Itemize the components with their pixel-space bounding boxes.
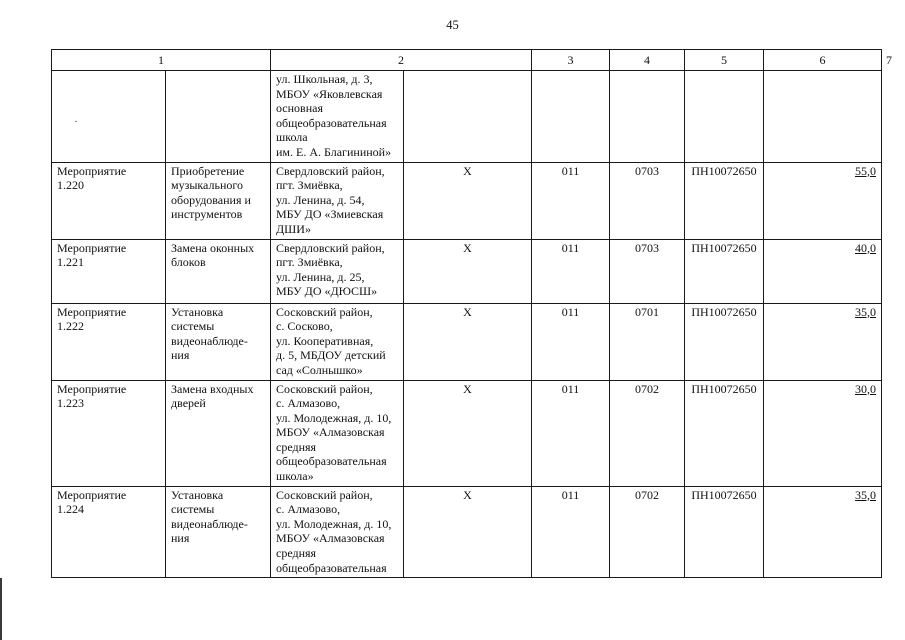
header-col-3: 3 (532, 50, 610, 71)
cell-col6: ПН10072650 (685, 303, 764, 380)
address-line: школа» (276, 469, 314, 484)
cell-col6: ПН10072650 (685, 162, 764, 239)
cell-name (166, 162, 271, 239)
cell-col5: 0702 (610, 486, 685, 578)
address-line: ул. Школьная, д. 3, (276, 72, 373, 86)
cell-col5: 0703 (610, 239, 685, 303)
cell-event (52, 71, 166, 163)
scan-speck (75, 121, 77, 122)
address-line: МБОУ «Алмазовская (276, 531, 385, 546)
name-line: Приобретение (171, 163, 245, 178)
cell-event (52, 303, 166, 380)
cell-event (52, 486, 166, 578)
name-line: системы (171, 319, 215, 334)
header-col-2: 2 (271, 50, 532, 71)
name-line: оборудования и (171, 192, 251, 207)
cell-event (52, 380, 166, 486)
table-row (52, 380, 882, 486)
name-line: музыкального (171, 178, 243, 193)
cell-col7 (764, 162, 882, 239)
address-line: МБУ ДО «Змиевская (276, 207, 384, 222)
event-number: 1.223 (57, 396, 84, 411)
cell-col3: Х (404, 486, 532, 578)
address-line: ул. Кооперативная, (276, 333, 374, 348)
cell-col6: ПН10072650 (685, 239, 764, 303)
address-line: Свердловский район, (276, 240, 385, 255)
address-line: МБУ ДО «ДЮСШ» (276, 284, 378, 299)
event-label: Мероприятие (57, 163, 127, 178)
address-line: общеобразовательная (276, 454, 387, 469)
address-line: МБОУ «Алмазовская (276, 425, 385, 440)
cell-col4: 011 (532, 239, 610, 303)
address-line: ул. Молодежная, д. 10, (276, 516, 392, 531)
cell-address (271, 239, 404, 303)
cell-col7 (764, 486, 882, 578)
address-line: с. Алмазово, (276, 502, 341, 517)
cell-col7 (764, 71, 882, 163)
address-line: Сосковский район, (276, 304, 373, 319)
cell-event (52, 162, 166, 239)
amount: 35,0 (855, 487, 876, 502)
cell-col3 (404, 71, 532, 163)
page-number: 45 (446, 18, 459, 32)
address-line: сад «Солнышко» (276, 362, 363, 377)
name-line: системы (171, 502, 215, 517)
name-line: дверей (171, 396, 206, 411)
address-line: общеобразовательная (276, 560, 387, 575)
address-line: пгт. Змиёвка, (276, 178, 343, 193)
cell-col7 (764, 239, 882, 303)
cell-col3: Х (404, 239, 532, 303)
cell-address (271, 71, 404, 163)
cell-col4: 011 (532, 162, 610, 239)
cell-col7 (764, 303, 882, 380)
cell-name (166, 239, 271, 303)
cell-col7 (764, 380, 882, 486)
cell-address (271, 162, 404, 239)
cell-event (52, 239, 166, 303)
table-row (52, 486, 882, 578)
address-line: общеобразовательная (276, 115, 387, 130)
event-label: Мероприятие (57, 381, 127, 396)
name-line: инструментов (171, 207, 243, 222)
address-line: ул. Ленина, д. 25, (276, 269, 365, 284)
address-line: ул. Молодежная, д. 10, (276, 410, 392, 425)
budget-table (51, 49, 892, 578)
header-row: 1 2 3 4 5 6 7 (52, 50, 882, 71)
cell-col4: 011 (532, 380, 610, 486)
table-row (52, 303, 882, 380)
cell-col5 (610, 71, 685, 163)
event-label: Мероприятие (57, 304, 127, 319)
address-line: Сосковский район, (276, 381, 373, 396)
cell-col5: 0702 (610, 380, 685, 486)
event-number: 1.221 (57, 255, 84, 270)
cell-col5: 0701 (610, 303, 685, 380)
address-line: ДШИ» (276, 221, 311, 236)
amount: 55,0 (855, 163, 876, 178)
header-col-4: 4 (610, 50, 685, 71)
address-line: им. Е. А. Благининой» (276, 144, 392, 159)
name-line: Замена оконных (171, 240, 255, 255)
cell-col3: Х (404, 380, 532, 486)
cell-col3: Х (404, 303, 532, 380)
event-number: 1.220 (57, 178, 84, 193)
scan-edge-mark (0, 578, 2, 640)
address-line: с. Алмазово, (276, 396, 341, 411)
cell-name (166, 486, 271, 578)
cell-address (271, 303, 404, 380)
cell-col6 (685, 71, 764, 163)
header-col-6: 6 (764, 50, 882, 71)
table-row-continuation (52, 71, 882, 163)
address-line: Свердловский район, (276, 163, 385, 178)
name-line: ния (171, 531, 190, 546)
event-label: Мероприятие (57, 487, 127, 502)
event-number: 1.224 (57, 502, 84, 517)
name-line: видеонаблюде- (171, 333, 248, 348)
cell-address (271, 486, 404, 578)
cell-col4: 011 (532, 303, 610, 380)
address-line: Сосковский район, (276, 487, 373, 502)
amount: 30,0 (855, 381, 876, 396)
cell-col3: Х (404, 162, 532, 239)
address-line: д. 5, МБДОУ детский (276, 348, 386, 363)
address-line: ул. Ленина, д. 54, (276, 192, 365, 207)
address-line: основная (276, 101, 323, 116)
cell-col6: ПН10072650 (685, 380, 764, 486)
name-line: Установка (171, 304, 224, 319)
cell-col5: 0703 (610, 162, 685, 239)
name-line: блоков (171, 255, 206, 270)
address-line: МБОУ «Яковлевская (276, 86, 383, 101)
cell-name (166, 380, 271, 486)
cell-col4: 011 (532, 486, 610, 578)
name-line: Замена входных (171, 381, 254, 396)
event-number: 1.222 (57, 319, 84, 334)
address-line: школа (276, 130, 308, 145)
cell-col6: ПН10072650 (685, 486, 764, 578)
cell-name (166, 303, 271, 380)
amount: 40,0 (855, 240, 876, 255)
amount: 35,0 (855, 304, 876, 319)
address-line: средняя (276, 546, 317, 561)
table-row (52, 162, 882, 239)
name-line: видеонаблюде- (171, 516, 248, 531)
name-line: Установка (171, 487, 224, 502)
header-col-5: 5 (685, 50, 764, 71)
address-line: с. Сосково, (276, 319, 333, 334)
event-label: Мероприятие (57, 240, 127, 255)
address-line: средняя (276, 439, 317, 454)
cell-name (166, 71, 271, 163)
cell-col4 (532, 71, 610, 163)
name-line: ния (171, 348, 190, 363)
table-row (52, 239, 882, 303)
header-col-1: 1 (52, 50, 271, 71)
cell-address (271, 380, 404, 486)
address-line: пгт. Змиёвка, (276, 255, 343, 270)
